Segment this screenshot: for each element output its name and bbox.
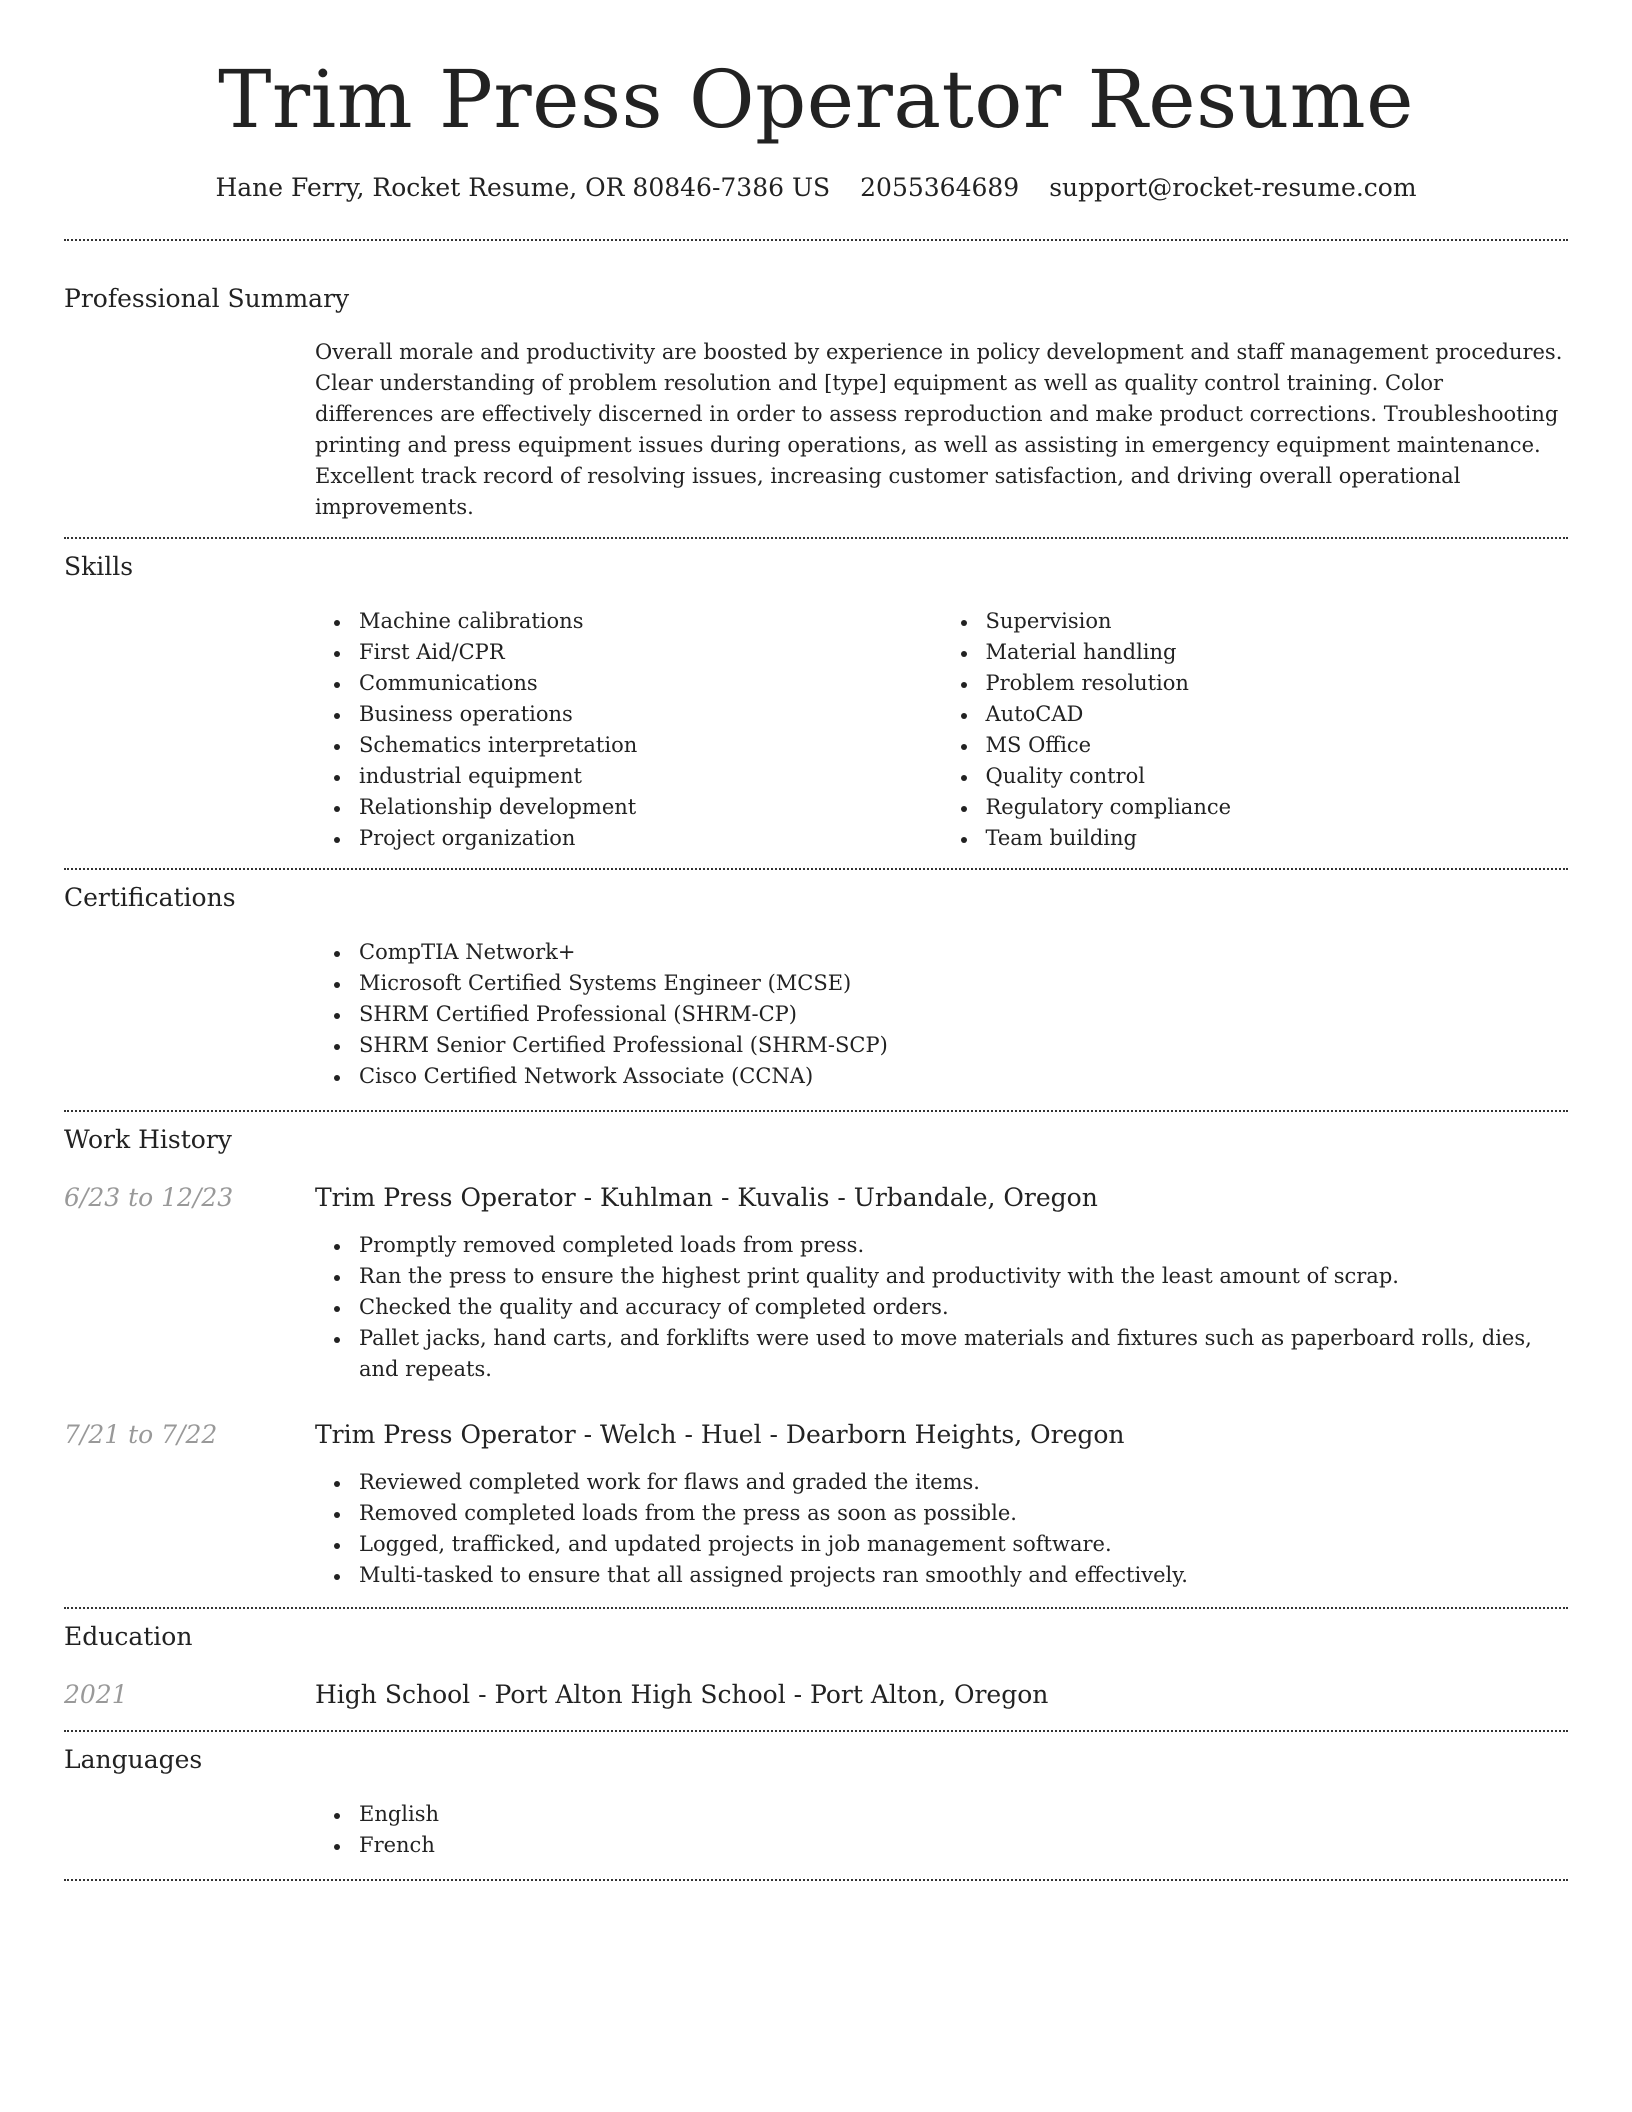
contact-email: support@rocket-resume.com <box>1049 173 1417 202</box>
job-title: Trim Press Operator - Kuhlman - Kuvalis - Urbandale, Oregon <box>315 1183 1098 1212</box>
job-date: 7/21 to 7/22 <box>64 1420 218 1449</box>
list-item: Team building <box>986 823 1569 854</box>
list-item: Logged, trafficked, and updated projects in job management software. <box>359 1529 1568 1560</box>
job-bullets <box>315 1230 1568 1385</box>
education-date: 2021 <box>64 1680 128 1709</box>
list-item: SHRM Certified Professional (SHRM-CP) <box>359 999 1568 1030</box>
job-entry <box>64 1419 1568 1591</box>
list-item: Material handling <box>986 637 1569 668</box>
languages-list <box>315 1799 1568 1861</box>
list-item: Regulatory compliance <box>986 792 1569 823</box>
certifications-heading: Certifications <box>64 883 236 912</box>
list-item: First Aid/CPR <box>359 637 942 668</box>
education-heading: Education <box>64 1622 193 1651</box>
list-item: AutoCAD <box>986 699 1569 730</box>
summary-heading: Professional Summary <box>64 284 350 313</box>
job-bullets <box>315 1467 1568 1591</box>
job-title: Trim Press Operator - Welch - Huel - Dearborn Heights, Oregon <box>315 1420 1125 1449</box>
certifications-list <box>315 937 1568 1092</box>
list-item: Relationship development <box>359 792 942 823</box>
contact-address: Hane Ferry, Rocket Resume, OR 80846-7386 US <box>215 173 831 202</box>
list-item: MS Office <box>986 730 1569 761</box>
list-item: SHRM Senior Certified Professional (SHRM-SCP) <box>359 1030 1568 1061</box>
list-item: Project organization <box>359 823 942 854</box>
list-item: CompTIA Network+ <box>359 937 1568 968</box>
list-item: English <box>359 1799 1568 1830</box>
list-item: Microsoft Certified Systems Engineer (MCSE) <box>359 968 1568 999</box>
list-item: industrial equipment <box>359 761 942 792</box>
list-item: Business operations <box>359 699 942 730</box>
skills-list-right <box>942 606 1569 854</box>
job-date: 6/23 to 12/23 <box>64 1183 234 1212</box>
job-entry <box>64 1182 1568 1385</box>
list-item: Checked the quality and accuracy of completed orders. <box>359 1292 1568 1323</box>
list-item: Reviewed completed work for flaws and graded the items. <box>359 1467 1568 1498</box>
contact-phone: 2055364689 <box>860 173 1020 202</box>
work-section <box>64 1112 1568 1591</box>
resume-title: Trim Press Operator Resume <box>218 53 1414 146</box>
education-section <box>64 1609 1568 1711</box>
skills-heading: Skills <box>64 552 134 581</box>
certifications-section <box>64 870 1568 1092</box>
skills-list-left <box>315 606 942 854</box>
work-heading: Work History <box>64 1125 232 1154</box>
summary-text: Overall morale and productivity are boosted by experience in policy development and staff management procedures. Clear understanding of problem resolution and [type] equipment as well as quality control training. Color differences are effectively discerned in order to assess reproduction and make product corrections. Troubleshooting printing and press equipment issues during operations, as well as assisting in emergency equipment maintenance. Excellent track record of resolving issues, increasing customer satisfaction, and driving overall operational improvements. <box>315 340 1563 519</box>
list-item: Cisco Certified Network Associate (CCNA) <box>359 1061 1568 1092</box>
list-item: Pallet jacks, hand carts, and forklifts were used to move materials and fixtures such as paperboard rolls, dies, and repeats. <box>359 1323 1568 1385</box>
list-item: Machine calibrations <box>359 606 942 637</box>
list-item: Supervision <box>986 606 1569 637</box>
contact-line <box>64 172 1568 204</box>
education-title: High School - Port Alton High School - Port Alton, Oregon <box>315 1680 1049 1709</box>
languages-section <box>64 1732 1568 1861</box>
list-item: Ran the press to ensure the highest print quality and productivity with the least amount of scrap. <box>359 1261 1568 1292</box>
languages-heading: Languages <box>64 1745 203 1774</box>
list-item: Communications <box>359 668 942 699</box>
summary-section <box>64 241 1568 523</box>
list-item: Promptly removed completed loads from press. <box>359 1230 1568 1261</box>
list-item: Problem resolution <box>986 668 1569 699</box>
list-item: Multi-tasked to ensure that all assigned projects ran smoothly and effectively. <box>359 1560 1568 1591</box>
divider <box>64 1879 1568 1881</box>
list-item: Removed completed loads from the press as soon as possible. <box>359 1498 1568 1529</box>
list-item: Schematics interpretation <box>359 730 942 761</box>
list-item: Quality control <box>986 761 1569 792</box>
list-item: French <box>359 1830 1568 1861</box>
skills-section <box>64 539 1568 854</box>
resume-page <box>64 0 1568 1881</box>
